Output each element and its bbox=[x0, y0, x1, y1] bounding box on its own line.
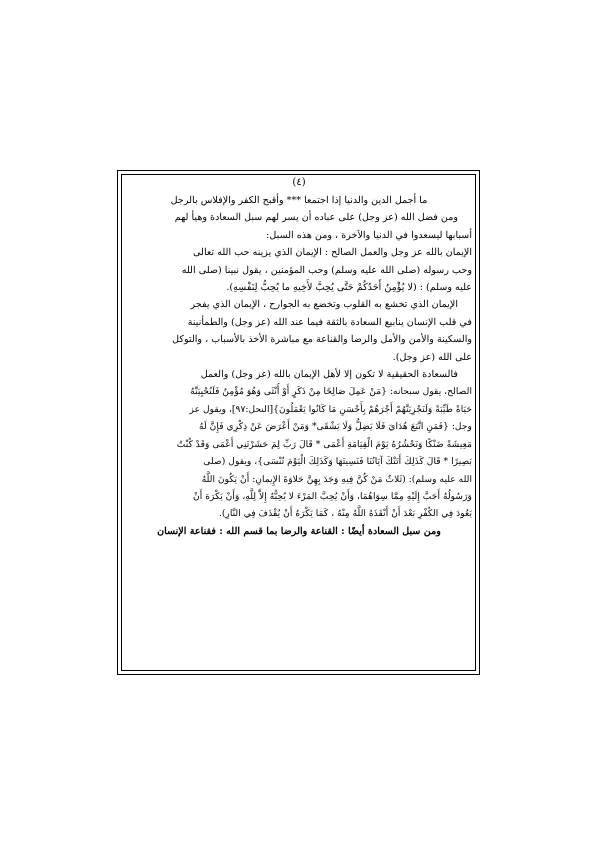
paragraph-line-heading: ومن سبل السعادة أيضًا : القناعة والرضا بما قسم الله : فقناعة الإنسان bbox=[157, 525, 441, 537]
paragraph-line: والسكينة والأمن والأمل والرضا والقناعة مع مباشرة الأخذ بالأسباب ، والتوكل bbox=[172, 334, 472, 346]
paragraph-line: حَيَاةً طَيِّبَةً وَلَنَجْزِيَنَّهُمْ أَجْرَهُمْ بِأَحْسَنِ مَا كَانُوا يَعْمَلُونَ}[النحل:٩٧]، ويقول عز bbox=[189, 403, 472, 415]
paragraph-line: مَعِيشَةً ضَنْكًا وَنَحْشُرُهُ يَوْمَ الْقِيَامَةِ أَعْمَى * قَالَ رَبِّ لِمَ حَشَرْتَنِي أَعْمَى وَقَدْ كُنْتُ bbox=[176, 438, 472, 450]
paragraph-line: على الله (عز وجل). bbox=[392, 351, 472, 363]
paragraph-line: وَرَسُولُهُ أَحَبَّ إِلَيْهِ مِمَّا سِوَاهُمَا، وَأَنْ يُحِبَّ المَرْءَ لا يُحِبُّهُ إِلاَّ لِلَّهِ، وَأَنْ يَكْرَهَ أَنْ bbox=[193, 490, 472, 502]
paragraph-line: الإيمان الذي تخشع به القلوب وتخضع به الجوارح ، الإيمان الذي يفجر bbox=[190, 299, 458, 311]
paragraph-line: في قلب الإنسان ينابيع السعادة بالثقة فيما عند الله (عز وجل) والطمأنينة bbox=[187, 316, 472, 328]
page-content bbox=[126, 176, 472, 670]
paragraph-line-heading: الإيمان بالله عز وجل والعمل الصالح : الإيمان الذي يزينه حب الله تعالى bbox=[193, 247, 472, 259]
paragraph-line: عليه وسلم) : (لا يُؤْمِنُ أَحَدُكُمْ حَتَّى يُحِبَّ لأَخِيهِ ما يُحِبُّ لِنَفْسِهِ). bbox=[226, 282, 472, 294]
page-number: (٤) bbox=[292, 177, 306, 188]
paragraph-line: يَعُودَ فِي الكُفْرِ بَعْدَ أَنْ أَنْقَذَهُ اللَّهُ مِنْهُ ، كَمَا يَكْرَهُ أَنْ يُقْذَفَ فِي النَّارِ). bbox=[218, 508, 472, 520]
paragraph-line: الصالح، يقول سبحانه: {مَنْ عَمِلَ صَالِحًا مِنْ ذَكَرٍ أَوْ أُنْثَى وَهُوَ مُؤْمِنٌ فَلَنُحْيِيَنَّهُ bbox=[190, 386, 472, 398]
paragraph-line: فالسعادة الحقيقية لا تكون إلا لأهل الإيمان بالله (عز وجل) والعمل bbox=[200, 369, 458, 381]
paragraph-line: ومن فضل الله (عز وجل) على عباده أن يسر لهم سبل السعادة وهيأ لهم bbox=[174, 212, 458, 224]
paragraph-line: بَصِيرًا * قَالَ كَذَلِكَ أَتَتْكَ آيَاتُنَا فَنَسِيتَهَا وَكَذَلِكَ الْيَوْمَ تُنْسَى}، ويقول (صلى bbox=[203, 456, 472, 468]
paragraph-line: أسبابها ليسعدوا في الدنيا والآخرة ، ومن هذه السبل: bbox=[266, 229, 472, 241]
paragraph-line: الله عليه وسلم): (ثَلاثٌ مَنْ كُنَّ فِيهِ وَجَدَ بِهِنَّ حَلاوَةَ الإِيمانِ: أَنْ يَكُونَ اللَّهُ bbox=[201, 473, 472, 485]
paragraph-line: وجل: {فَمَنِ اتَّبَعَ هُدَايَ فَلَا يَضِلُّ وَلَا يَشْقَى* وَمَنْ أَعْرَضَ عَنْ ذِكْرِي فَإِنَّ لَهُ bbox=[199, 421, 472, 433]
paragraph-line: وحب رسوله (صلى الله عليه وسلم) وحب المؤمنين ، يقول نبينا (صلى الله bbox=[181, 264, 472, 276]
poem-verse: ما أجمل الدين والدنيا إذا اجتمعا *** وأقبح الكفر والإفلاس بالرجل bbox=[170, 195, 428, 206]
